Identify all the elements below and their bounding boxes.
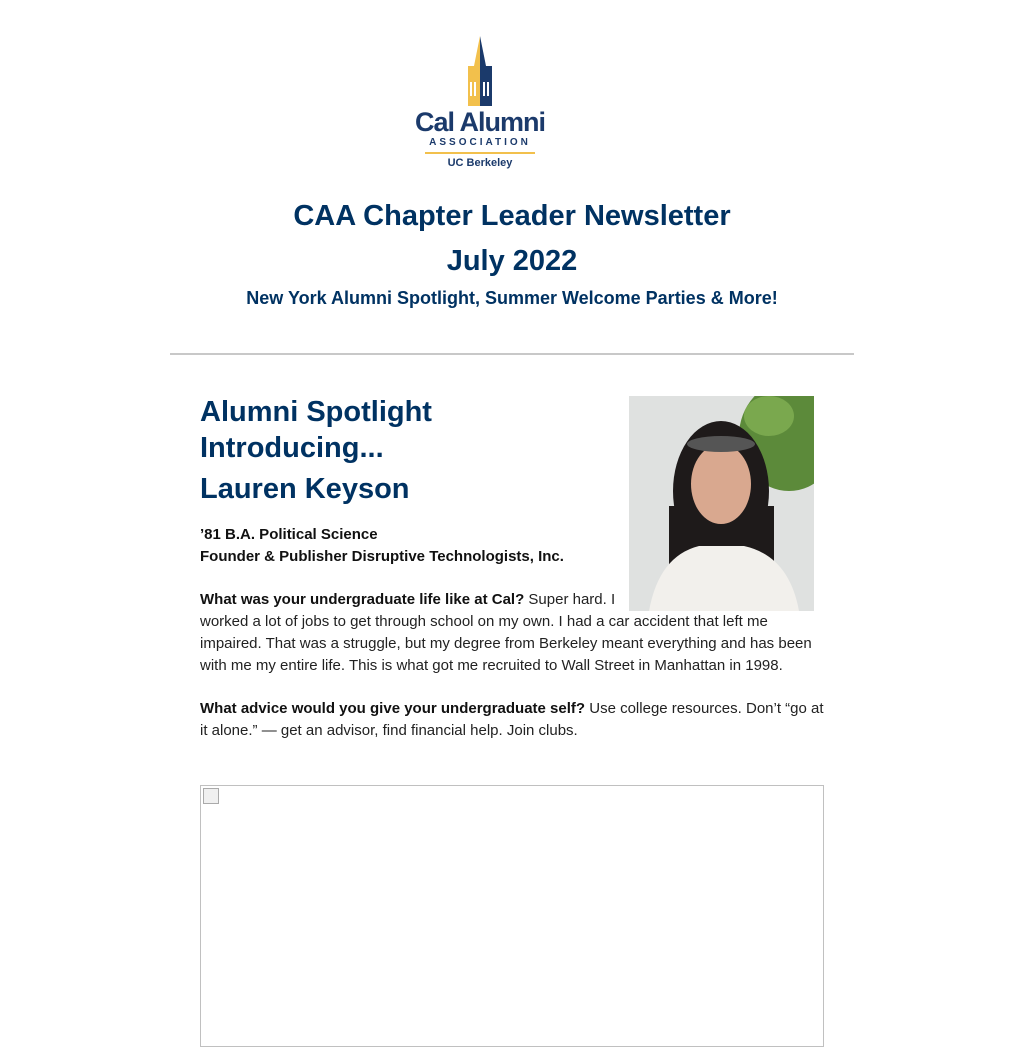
qa-item: What advice would you give your undergraduate self? Use college resources. Don’t “go at it alone.” — get an advisor, find financial help. Join clubs.: [200, 700, 824, 739]
newsletter-date: July 2022: [446, 245, 578, 277]
divider: [170, 353, 854, 355]
section-subheading: Introducing...: [200, 432, 384, 464]
broken-image-icon: [203, 788, 219, 804]
cal-alumni-logo: Cal Alumni ASSOCIATION UC Berkeley: [405, 36, 555, 176]
spotlight-body: [200, 524, 825, 763]
alumni-role: Founder & Publisher Disruptive Technologists, Inc.: [200, 548, 564, 565]
newsletter-title: CAA Chapter Leader Newsletter: [293, 200, 731, 232]
logo-rule: [425, 152, 535, 154]
section-heading: Alumni Spotlight: [200, 396, 432, 428]
newsletter-subtitle: New York Alumni Spotlight, Summer Welcome Parties & More!: [246, 288, 778, 308]
alumni-degree: ’81 B.A. Political Science: [200, 526, 378, 543]
broken-image: [200, 785, 824, 1047]
alumni-name: Lauren Keyson: [200, 473, 410, 505]
qa-item: What was your undergraduate life like at Cal? Super hard. I worked a lot of jobs to get through school on my own. I had a car accident that left me impaired. That was a struggle, but my degree from Berkeley meant everything and has been with me my entire life. This is what got me recruited to Wall Street in Manhattan in 1998.: [200, 591, 812, 674]
campanile-icon: [460, 36, 500, 106]
